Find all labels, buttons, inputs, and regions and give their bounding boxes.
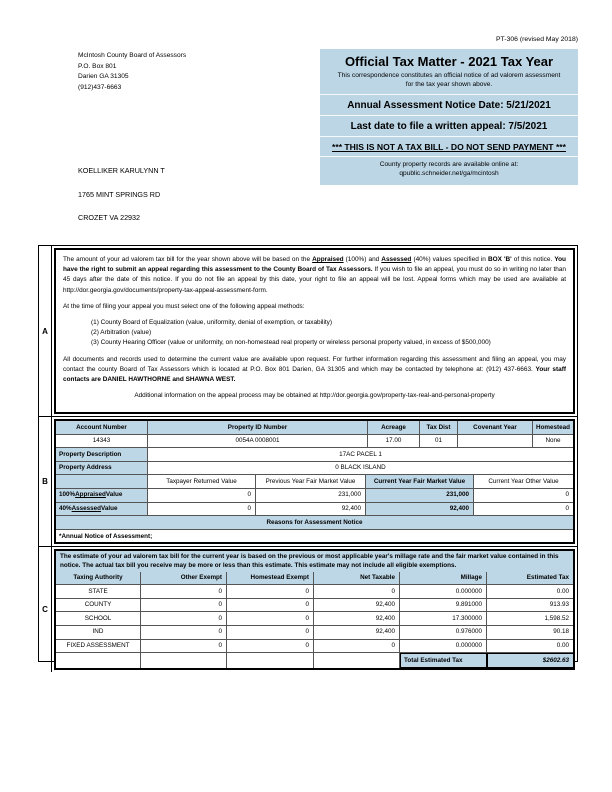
section-b-property-values: [54, 419, 575, 544]
millage-value: 9.891000: [400, 599, 487, 612]
sender-address-block: [78, 51, 186, 93]
appraised-value-row: [56, 489, 573, 503]
records-online-note: [320, 157, 578, 185]
other-exempt-header: Other Exempt: [141, 572, 227, 585]
account-number-value: 14343: [56, 435, 148, 448]
total-estimated-tax-label: Total Estimated Tax: [400, 653, 487, 668]
property-description-value: 17AC PACEL 1: [339, 450, 382, 458]
assessment-notice-date: Annual Assessment Notice Date: 5/21/2021: [320, 95, 578, 116]
section-b-letter: B: [39, 417, 52, 547]
net-taxable-value: 92,400: [314, 626, 400, 639]
net-taxable-header: Net Taxable: [314, 572, 400, 585]
estimate-row-state: [56, 585, 573, 599]
estimate-row-ind: [56, 626, 573, 640]
appeal-rights-paragraph: The amount of your ad valorem tax bill for the year shown above will be based on the Appraised (100%) and Assessed (40%) values specified in BOX 'B' of this notice. You have the right to submit an appeal regarding this assessment to the County Board of Tax Assessors. If you wish to file an appeal, you must do so in writing no later than 45 days after the date of this notice. If you do not file an appeal by this date, your right to file an appeal will be lost. Appeal forms which may be used are available at http://dor.georgia.gov/documents/property-tax-appeal-assessment-form.: [63, 256, 566, 294]
recipient-city-state-zip: CROZET VA 22932: [78, 213, 141, 222]
reasons-header-row: [56, 516, 573, 530]
estimated-tax-value: 90.18: [553, 628, 569, 636]
not-a-tax-bill-warning: *** THIS IS NOT A TAX BILL - DO NOT SEND PAYMENT ***: [320, 137, 578, 157]
property-description-label: Property Description: [56, 448, 148, 461]
tax-dist-value: 01: [420, 435, 458, 448]
other-exempt-value: 0: [141, 585, 227, 598]
homestead-exempt-value: 0: [227, 599, 314, 612]
authority-name: FIXED ASSESSMENT: [56, 640, 141, 653]
appeal-method-item: (2) Arbitration (value): [91, 329, 152, 337]
appraised-value-label: 100% Appraised Value: [56, 489, 148, 502]
form-code: PT-306 (revised May 2018): [496, 36, 578, 43]
sender-line: Darien GA 31305: [78, 73, 129, 81]
net-taxable-value: 0: [314, 640, 400, 653]
total-estimated-tax-value: $2602.63: [487, 653, 573, 668]
value-type-spacer: [56, 475, 148, 488]
empty-cell: [314, 653, 400, 668]
sender-line: P.O. Box 801: [78, 62, 117, 70]
estimate-header-row: [56, 572, 573, 586]
current-year-other-header: Current Year Other Value: [488, 477, 559, 485]
value-type-header-row: [56, 475, 573, 489]
estimated-tax-value: 1,598.52: [544, 614, 569, 622]
estimated-tax-value: 0.00: [556, 642, 569, 650]
additional-info-line: Additional information on the appeal process may be obtained at http://dor.georgia.gov/property-tax-real-and-personal-property: [134, 392, 495, 400]
property-header-row: [56, 421, 573, 435]
account-number-header: Account Number: [56, 421, 148, 434]
net-taxable-value: 92,400: [314, 612, 400, 625]
reasons-for-assessment-header: Reasons for Assessment Notice: [56, 516, 573, 529]
millage-value: 0.000000: [400, 585, 487, 598]
homestead-exempt-header: Homestead Exempt: [227, 572, 314, 585]
appraised-previous-value: 231,000: [256, 489, 366, 502]
property-values-row: [56, 435, 573, 449]
empty-cell: [227, 653, 314, 668]
property-id-value: 0054A 0008001: [148, 435, 368, 448]
section-c-letter: C: [39, 547, 52, 672]
section-a-letter: A: [39, 246, 52, 417]
homestead-exempt-value: 0: [227, 612, 314, 625]
tax-dist-header: Tax Dist: [420, 421, 458, 434]
notice-subtitle: This correspondence constitutes an official notice of ad valorem assessment for the tax year shown above.: [320, 71, 578, 95]
authority-name: STATE: [56, 585, 141, 598]
homestead-value: None: [545, 437, 561, 445]
estimated-tax-value: 913.93: [549, 601, 569, 609]
property-address-label: Property Address: [56, 462, 148, 475]
estimate-row-school: [56, 612, 573, 626]
covenant-year-header: Covenant Year: [458, 421, 533, 434]
assessed-other-value: 0: [565, 505, 569, 513]
authority-name: SCHOOL: [56, 612, 141, 625]
other-exempt-value: 0: [141, 599, 227, 612]
appraised-current-value: 231,000: [366, 489, 474, 502]
notice-title: Official Tax Matter - 2021 Tax Year: [344, 54, 554, 69]
taxing-authority-header: Taxing Authority: [56, 572, 141, 585]
net-taxable-value: 92,400: [314, 599, 400, 612]
sender-line: (912)437-6663: [78, 83, 122, 91]
estimated-tax-value: 0.00: [556, 587, 569, 595]
assessment-sections-box: [38, 245, 578, 662]
appraised-taxpayer-value: 0: [148, 489, 256, 502]
sender-line: McIntosh County Board of Assessors: [78, 52, 187, 59]
assessed-value-label: 40% Assessed Value: [56, 503, 148, 516]
recipient-address-block: [78, 166, 165, 237]
estimate-row-fixed-assessment: [56, 640, 573, 654]
annual-notice-of-assessment: *Annual Notice of Assessment;: [59, 532, 153, 540]
records-contact-paragraph: All documents and records used to determine the current value are available upon request. For further information regarding this assessment and filing an appeal, you may contact the county Board of Tax Assessors which is located at P.O. Box 801 Darien, GA 31305 and which may be contacted by telephone at: (912) 437-6663. Your staff contacts are DANIEL HAWTHORNE and SHAWNA WEST.: [63, 355, 566, 384]
previous-year-fmv-header: Previous Year Fair Market Value: [256, 475, 366, 488]
net-taxable-value: 0: [314, 585, 400, 598]
assessed-taxpayer-value: 0: [148, 503, 256, 516]
appeal-methods-intro: At the time of filing your appeal you must select one of the following appeal methods:: [63, 302, 305, 310]
assessed-value-row: [56, 503, 573, 517]
appeal-method-item: (1) County Board of Equalization (value, uniformity, denial of exemption, or taxability): [91, 319, 333, 327]
official-tax-matter-box: [320, 49, 578, 185]
section-a-appeal-information: [54, 248, 575, 414]
appraised-other-value: 0: [565, 491, 569, 499]
recipient-street: 1765 MINT SPRINGS RD: [78, 189, 161, 199]
empty-cell: [141, 653, 227, 668]
other-exempt-value: 0: [141, 640, 227, 653]
homestead-exempt-value: 0: [227, 585, 314, 598]
acreage-value: 17.00: [368, 435, 420, 448]
property-address-value: 0 BLACK ISLAND: [335, 464, 386, 472]
records-url: qpublic.schneider.net/ga/mcintosh: [399, 169, 499, 177]
property-description-row: [56, 448, 573, 462]
property-address-row: [56, 462, 573, 476]
current-year-fmv-header: Current Year Fair Market Value: [366, 475, 474, 488]
estimate-disclaimer: The estimate of your ad valorem tax bill for the current year is based on the previous or most applicable year's millage rate and the fair market value contained in this notice. The actual tax bill you receive may be more or less than this estimate. This estimate may not include all eligible exemptions.: [56, 551, 573, 572]
homestead-header: Homestead: [533, 421, 573, 434]
covenant-year-value: [458, 435, 533, 448]
assessed-current-value: 92,400: [366, 503, 474, 516]
estimated-tax-header: Estimated Tax: [487, 572, 573, 585]
millage-value: 0.000000: [400, 640, 487, 653]
taxpayer-returned-header: Taxpayer Returned Value: [148, 475, 256, 488]
authority-name: COUNTY: [56, 599, 141, 612]
section-c-tax-estimate: [54, 549, 575, 670]
recipient-name: KOELLIKER KARULYNN T: [78, 166, 165, 175]
millage-header: Millage: [400, 572, 487, 585]
appeal-methods-list: [91, 318, 566, 349]
authority-name: IND: [56, 626, 141, 639]
appeal-deadline: Last date to file a written appeal: 7/5/2021: [320, 116, 578, 137]
total-estimated-tax-row: [56, 653, 573, 668]
homestead-exempt-value: 0: [227, 626, 314, 639]
homestead-exempt-value: 0: [227, 640, 314, 653]
reasons-value-row: [56, 530, 573, 543]
assessed-previous-value: 92,400: [256, 503, 366, 516]
acreage-header: Acreage: [368, 421, 420, 434]
appeal-method-item: (3) County Hearing Officer (value or uniformity, on non-homestead real property or wireless personal property valued, in excess of $500,000): [91, 339, 491, 347]
records-note-line: County property records are available online at:: [379, 161, 519, 169]
millage-value: 17.300000: [400, 612, 487, 625]
estimate-row-county: [56, 599, 573, 613]
empty-cell: [56, 653, 141, 668]
other-exempt-value: 0: [141, 612, 227, 625]
property-id-header: Property ID Number: [148, 421, 368, 434]
other-exempt-value: 0: [141, 626, 227, 639]
millage-value: 0.976000: [400, 626, 487, 639]
